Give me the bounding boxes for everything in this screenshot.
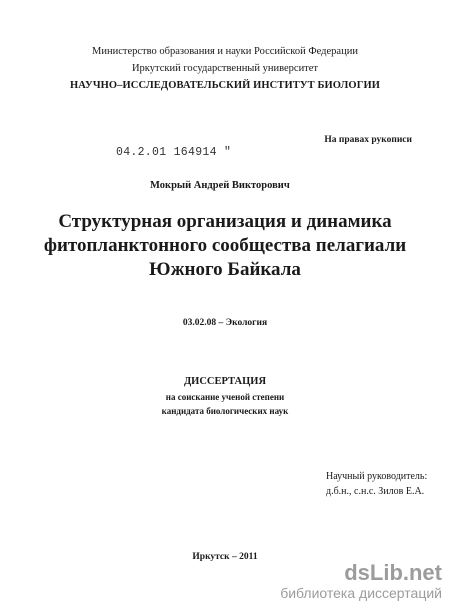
institute-name: НАУЧНО–ИССЛЕДОВАТЕЛЬСКИЙ ИНСТИТУТ БИОЛОГИИ (69, 80, 381, 91)
rights-note: На правах рукописи (324, 135, 412, 145)
dissertation-heading: ДИССЕРТАЦИЯ (183, 376, 267, 387)
supervisor-name: д.б.н., с.н.с. Зилов Е.А. (326, 486, 425, 497)
university-name: Иркутский государственный университет (131, 63, 319, 74)
degree-purpose-line-1: на соискание ученой степени (165, 392, 285, 402)
title-line-2: фитопланктонного сообщества пелагиали (43, 235, 407, 256)
city-year: Иркутск – 2011 (192, 552, 258, 562)
watermark-brand: dsLib.net (344, 560, 442, 585)
library-code: 04.2.01 164914 " (116, 146, 232, 159)
ministry-name: Министерство образования и науки Российской Федерации (92, 46, 358, 57)
author-name: Мокрый Андрей Викторович (150, 180, 290, 191)
supervisor-label: Научный руководитель: (326, 471, 428, 482)
degree-purpose-line-2: кандидата биологических наук (161, 406, 289, 416)
watermark-subtitle: библиотека диссертаций (280, 585, 442, 601)
title-line-1: Структурная организация и динамика (58, 211, 392, 232)
site-watermark (280, 562, 442, 602)
title-line-3: Южного Байкала (149, 259, 301, 280)
specialty-code: 03.02.08 – Экология (182, 318, 268, 328)
